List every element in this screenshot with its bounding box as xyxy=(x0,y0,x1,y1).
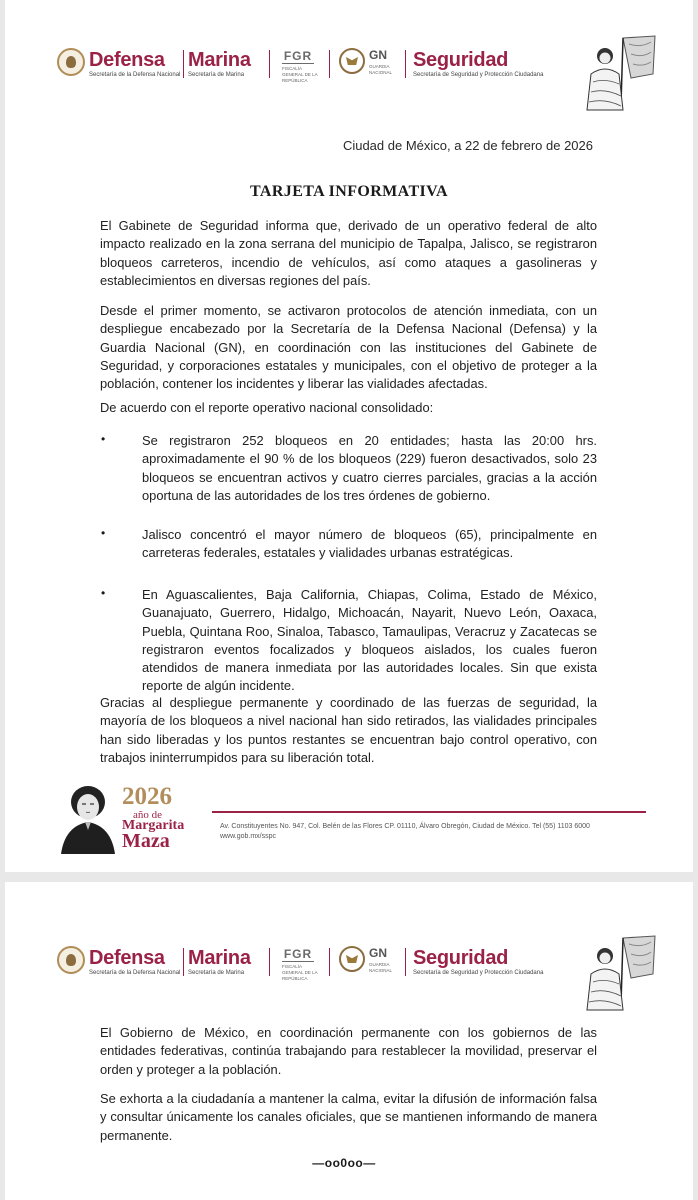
document-date: Ciudad de México, a 22 de febrero de 2026 xyxy=(342,138,593,153)
divider xyxy=(269,948,270,976)
bullet-marker: • xyxy=(101,586,106,600)
commemorative-last-name: Maza xyxy=(122,830,170,852)
gn-subtitle: GUARDIA NACIONAL xyxy=(369,962,393,973)
national-seal-icon xyxy=(57,48,85,76)
fgr-logo xyxy=(282,942,327,982)
fgr-subtitle: FISCALÍA GENERAL DE LA REPÚBLICA xyxy=(282,964,318,981)
divider xyxy=(329,948,330,976)
divider xyxy=(405,50,406,78)
seguridad-logo xyxy=(413,44,544,84)
paragraph-government: El Gobierno de México, en coordinación permanente con los gobiernos de las entidades federativas, continúa trabajando para restablecer la movilidad, preservar el orden y proteger a la población. xyxy=(100,1025,597,1077)
document-page-1 xyxy=(5,0,693,872)
bullet-marker: • xyxy=(101,432,106,446)
woman-with-flag-illustration-icon xyxy=(581,934,657,1012)
defensa-logo xyxy=(57,44,189,84)
national-seal-icon xyxy=(57,946,85,974)
marina-subtitle: Secretaría de Marina xyxy=(188,72,245,78)
institutional-header xyxy=(57,942,544,982)
document-page-2 xyxy=(5,882,693,1200)
divider xyxy=(269,50,270,78)
marina-subtitle: Secretaría de Marina xyxy=(188,970,245,976)
paragraph-exhortation: Se exhorta a la ciudadanía a mantener la calma, evitar la difusión de información falsa y consultar únicamente los canales oficiales, que se mantienen informando de manera permanente. xyxy=(100,1091,597,1143)
seguridad-name: Seguridad xyxy=(413,947,509,969)
document-closing-mark: —oo0oo— xyxy=(312,1156,376,1170)
marina-name: Marina xyxy=(188,49,251,71)
bullet-item: Se registraron 252 bloqueos en 20 entidades; hasta las 20:00 hrs. aproximadamente el 90 % de los bloqueos (229) fueron desactivados, solo 23 bloqueos se encuentran activos y cuatro cierres parciales, gracias a la acción oportuna de las autoridades de los tres órdenes de gobierno. xyxy=(142,433,597,503)
gn-emblem-icon xyxy=(339,48,365,74)
paragraph-report-lead: De acuerdo con el reporte operativo nacional consolidado: xyxy=(100,400,434,415)
paragraph-protocols: Desde el primer momento, se activaron protocolos de atención inmediata, con un despliegue encabezado por la Secretaría de la Defensa Nacional (Defensa) y la Guardia Nacional (GN), en coordinación con las instituciones del Gabinete de Seguridad, y corporaciones estatales y municipales, con el objetivo de proteger a la población, contener los incidentes y liberar las vialidades afectadas. xyxy=(100,303,597,392)
seguridad-logo xyxy=(413,942,544,982)
bullet-marker: • xyxy=(101,526,106,540)
woman-with-flag-illustration-icon xyxy=(581,34,657,112)
footer-address: Av. Constituyentes No. 947, Col. Belén de las Flores CP. 01110, Álvaro Obregón, Ciudad de México. Tel (55) 1103 6000 www.gob.mx/sspc xyxy=(220,823,590,840)
margarita-maza-portrait-icon xyxy=(55,782,121,854)
seguridad-subtitle: Secretaría de Seguridad y Protección Ciudadana xyxy=(413,970,544,976)
paragraph-conclusion: Gracias al despliegue permanente y coordinado de las fuerzas de seguridad, la mayoría de los bloqueos a nivel nacional han sido retirados, las vialidades principales han sido liberadas y los puntos restantes se encuentran bajo control operativo, con trabajos ininterrumpidos para su liberación total. xyxy=(100,695,597,765)
fgr-subtitle: FISCALÍA GENERAL DE LA REPÚBLICA xyxy=(282,66,318,83)
seguridad-subtitle: Secretaría de Seguridad y Protección Ciudadana xyxy=(413,72,544,78)
commemorative-year: 2026 xyxy=(122,783,172,810)
defensa-subtitle: Secretaría de la Defensa Nacional xyxy=(89,72,181,78)
gn-emblem-icon xyxy=(339,946,365,972)
gn-logo xyxy=(339,942,399,982)
defensa-name: Defensa xyxy=(89,947,165,969)
defensa-subtitle: Secretaría de la Defensa Nacional xyxy=(89,970,181,976)
commemorative-first-name: Margarita xyxy=(122,818,185,833)
paragraph-intro: El Gabinete de Seguridad informa que, derivado de un operativo federal de alto impacto realizado en la zona serrana del municipio de Tapalpa, Jalisco, se registraron bloqueos carreteros, incendio de vehículos, así como ataques a gasolineras y establecimientos en diversas regiones del país. xyxy=(100,218,597,288)
gn-subtitle: GUARDIA NACIONAL xyxy=(369,64,393,75)
fgr-name: FGR xyxy=(283,947,313,961)
gn-name: GN xyxy=(369,946,387,960)
commemorative-year-of: año de xyxy=(133,809,163,821)
footer-rule xyxy=(212,811,646,813)
institutional-header xyxy=(57,44,544,84)
marina-logo xyxy=(188,44,268,84)
divider xyxy=(183,50,184,78)
defensa-logo xyxy=(57,942,189,982)
divider xyxy=(405,948,406,976)
gn-logo xyxy=(339,44,399,84)
gn-name: GN xyxy=(369,48,387,62)
marina-logo xyxy=(188,942,268,982)
document-title: TARJETA INFORMATIVA xyxy=(250,183,448,200)
divider xyxy=(329,50,330,78)
divider xyxy=(183,948,184,976)
bullet-item: En Aguascalientes, Baja California, Chiapas, Colima, Estado de México, Guanajuato, Guerrero, Hidalgo, Michoacán, Nayarit, Nuevo León, Oaxaca, Puebla, Quintana Roo, Sinaloa, Tabasco, Tamaulipas, Veracruz y Zacatecas se registraron eventos focalizados y bloqueos aislados, los cuales fueron atendidos de manera inmediata por las autoridades locales. Sin que exista reporte de algún incidente. xyxy=(142,587,597,694)
marina-name: Marina xyxy=(188,947,251,969)
bullet-item: Jalisco concentró el mayor número de bloqueos (65), principalmente en carreteras federales, estatales y vialidades urbanas estratégicas. xyxy=(142,527,597,561)
defensa-name: Defensa xyxy=(89,49,165,71)
fgr-logo xyxy=(282,44,327,84)
seguridad-name: Seguridad xyxy=(413,49,509,71)
fgr-name: FGR xyxy=(283,49,313,63)
